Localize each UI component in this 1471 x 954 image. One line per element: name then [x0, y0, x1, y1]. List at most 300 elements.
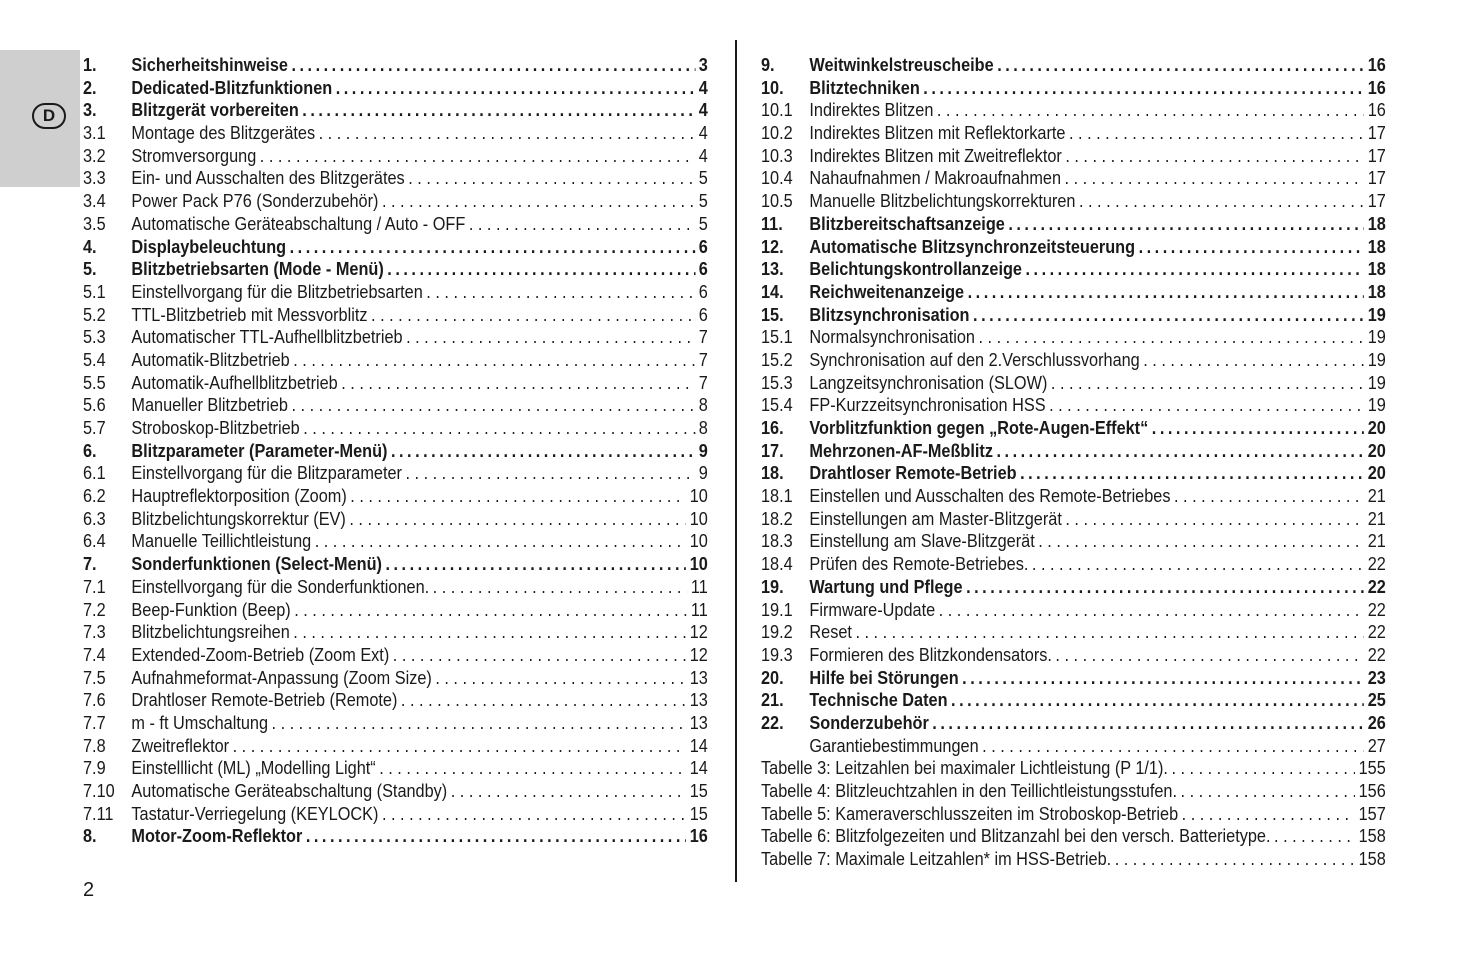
toc-entry	[761, 667, 1386, 690]
toc-entry	[761, 553, 1386, 576]
toc-entry-title: Hilfe bei Störungen	[809, 666, 959, 688]
toc-leader-dots	[1008, 213, 1364, 236]
toc-entry-title: Wartung und Pflege	[809, 575, 963, 597]
toc-entry-number: 10.4	[761, 167, 793, 189]
column-divider	[735, 40, 737, 882]
toc-entry	[83, 440, 708, 463]
toc-entry-page: 12	[689, 621, 708, 643]
toc-entry	[761, 440, 1386, 463]
toc-entry-page: 21	[1367, 507, 1386, 529]
toc-leader-dots	[291, 54, 695, 77]
toc-entry-title: Normalsynchronisation	[809, 326, 975, 348]
toc-leader-dots	[1274, 825, 1355, 848]
toc-entry-page: 13	[689, 711, 708, 733]
toc-leader-dots	[937, 99, 1364, 122]
toc-entry-page: 9	[698, 462, 708, 484]
toc-leader-dots	[1139, 236, 1365, 259]
toc-leader-dots	[469, 213, 695, 236]
toc-entry-title: Weitwinkelstreuscheibe	[809, 54, 994, 75]
toc-leader-dots	[1020, 462, 1364, 485]
toc-entry-title: Dedicated-Blitzfunktionen	[131, 76, 333, 98]
toc-entry-number: 10.5	[761, 190, 793, 212]
toc-leader-dots	[923, 77, 1364, 100]
toc-entry-number: 18.4	[761, 553, 793, 575]
toc-leader-dots	[1152, 417, 1364, 440]
toc-entry	[83, 54, 708, 77]
toc-entry-page: 22	[1367, 621, 1386, 643]
toc-leader-dots	[1174, 485, 1364, 508]
toc-entry-page: 5	[698, 212, 708, 234]
toc-leader-dots	[349, 508, 686, 531]
toc-entry	[761, 281, 1386, 304]
toc-entry-number: 10.1	[761, 99, 793, 121]
toc-leader-dots	[401, 689, 686, 712]
toc-entry	[761, 54, 1386, 77]
toc-entry-number: 22.	[761, 711, 784, 733]
toc-entry-page: 13	[689, 689, 708, 711]
toc-entry-number: 6.3	[83, 507, 106, 529]
toc-entry-page: 15	[689, 780, 708, 801]
toc-entry	[83, 553, 708, 576]
toc-entry	[83, 462, 708, 485]
toc-entry-number: 15.1	[761, 326, 793, 348]
toc-leader-dots	[387, 258, 695, 281]
toc-entry-title: Manueller Blitzbetrieb	[131, 394, 288, 416]
toc-entry-page: 4	[698, 122, 708, 144]
toc-entry-title: Blitzbelichtungsreihen	[131, 621, 290, 643]
toc-entry-title: Drahtloser Remote-Betrieb	[809, 462, 1017, 484]
toc-leader-dots	[293, 349, 695, 372]
toc-entry-page: 10	[689, 553, 708, 575]
toc-entry-page: 156	[1358, 780, 1386, 801]
toc-entry-number: 21.	[761, 689, 784, 711]
toc-entry-title: Beep-Funktion (Beep)	[131, 598, 291, 620]
toc-leader-dots	[371, 304, 695, 327]
toc-entry-page: 17	[1367, 167, 1386, 189]
toc-entry-title: Einstellvorgang für die Sonderfunktionen.	[131, 575, 430, 597]
toc-entry-page: 20	[1367, 417, 1386, 438]
toc-entry-title: Blitzsynchronisation	[809, 303, 970, 325]
toc-entry-title: Vorblitzfunktion gegen „Rote-Augen-Effekt“	[809, 417, 1149, 438]
toc-entry-page: 6	[698, 280, 708, 302]
toc-entry	[761, 99, 1386, 122]
toc-leader-dots	[336, 77, 696, 100]
toc-leader-dots	[951, 689, 1364, 712]
toc-entry-number: 3.	[83, 99, 97, 121]
toc-entry-page: 4	[698, 99, 708, 121]
toc-leader-dots	[968, 281, 1365, 304]
toc-entry-title: Manuelle Teillichtleistung	[131, 530, 312, 552]
toc-leader-dots	[1065, 145, 1364, 168]
toc-entry	[761, 77, 1386, 100]
toc-entry-page: 25	[1367, 689, 1386, 711]
toc-leader-dots	[973, 304, 1364, 327]
toc-entry-number: 7.8	[83, 734, 106, 756]
toc-entry-title: Blitzbelichtungskorrektur (EV)	[131, 507, 346, 529]
toc-leader-dots	[1032, 553, 1364, 576]
toc-entry-page: 19	[1367, 326, 1386, 348]
toc-entry-page: 6	[698, 258, 708, 280]
toc-entry-number: 13.	[761, 258, 784, 280]
toc-entry-number: 10.	[761, 76, 784, 98]
toc-entry-title: Automatische Geräteabschaltung (Standby)	[131, 780, 448, 801]
toc-entry	[83, 99, 708, 122]
toc-leader-dots	[382, 803, 686, 826]
toc-entry-page: 16	[689, 825, 708, 847]
toc-entry-number: 10.2	[761, 122, 793, 144]
toc-leader-dots	[294, 599, 687, 622]
toc-entry	[83, 508, 708, 531]
toc-leader-dots	[1055, 644, 1364, 667]
toc-entry-title: Blitzbereitschaftsanzeige	[809, 212, 1005, 234]
toc-leader-dots	[1051, 372, 1364, 395]
toc-entry-title: Automatik-Blitzbetrieb	[131, 348, 290, 370]
toc-entry-title: Einstelllicht (ML) „Modelling Light“	[131, 757, 376, 779]
toc-leader-dots	[1115, 848, 1355, 871]
toc-entry-number: 6.	[83, 439, 97, 461]
toc-entry-title: Einstellvorgang für die Blitzparameter	[131, 462, 402, 484]
toc-leader-dots	[979, 326, 1365, 349]
toc-entry	[761, 530, 1386, 553]
toc-entry-page: 18	[1367, 258, 1386, 280]
toc-entry-number: 5.4	[83, 348, 106, 370]
toc-entry-title: Garantiebestimmungen	[809, 734, 979, 756]
toc-entry-number: 2.	[83, 76, 97, 98]
toc-entry	[83, 599, 708, 622]
toc-entry-title: Zweitreflektor	[131, 734, 230, 756]
toc-entry-number: 7.2	[83, 598, 106, 620]
toc-entry-title: Extended-Zoom-Betrieb (Zoom Ext)	[131, 643, 390, 665]
toc-entry-page: 21	[1367, 530, 1386, 552]
toc-entry	[761, 372, 1386, 395]
toc-entry-number: 6.2	[83, 485, 106, 507]
toc-entry-number: 6.4	[83, 530, 106, 552]
toc-entry-page: 17	[1367, 122, 1386, 144]
toc-entry	[83, 644, 708, 667]
toc-leader-dots	[272, 712, 687, 735]
toc-entry-title: Sonderzubehör	[809, 711, 929, 733]
toc-leader-dots	[405, 462, 695, 485]
toc-entry-number: 16.	[761, 417, 784, 438]
toc-entry-page: 12	[689, 643, 708, 665]
toc-entry	[761, 508, 1386, 531]
toc-leader-dots	[1181, 780, 1356, 803]
toc-entry-number: 19.	[761, 575, 784, 597]
toc-entry-title: Langzeitsynchronisation (SLOW)	[809, 371, 1048, 393]
toc-entry-title: Einstellvorgang für die Blitzbetriebsarten	[131, 280, 423, 302]
toc-entry-title: Synchronisation auf den 2.Verschlussvorhang	[809, 348, 1140, 370]
toc-entry	[761, 803, 1386, 826]
toc-entry-page: 158	[1358, 825, 1386, 847]
toc-entry	[83, 372, 708, 395]
toc-entry-number: 7.10	[83, 780, 115, 801]
toc-entry-page: 22	[1367, 575, 1386, 597]
toc-entry	[83, 213, 708, 236]
toc-entry	[83, 326, 708, 349]
toc-leader-dots	[291, 394, 695, 417]
toc-entry-page: 19	[1367, 394, 1386, 416]
toc-entry	[761, 599, 1386, 622]
toc-entry-number: 18.3	[761, 530, 793, 552]
toc-leader-dots	[341, 372, 695, 395]
toc-entry-title: Einstellen und Ausschalten des Remote-Betriebes	[809, 485, 1171, 507]
toc-leader-dots	[393, 644, 686, 667]
toc-entry-title: Manuelle Blitzbelichtungskorrekturen	[809, 190, 1076, 212]
toc-entry	[761, 780, 1386, 803]
toc-leader-dots	[1069, 122, 1364, 145]
toc-entry-title: Automatik-Aufhellblitzbetrieb	[131, 371, 338, 393]
toc-entry-number: 3.5	[83, 212, 106, 234]
toc-entry-title: FP-Kurzzeitsynchronisation HSS	[809, 394, 1046, 416]
toc-entry-number: 18.	[761, 462, 784, 484]
toc-entry-title: Hauptreflektorposition (Zoom)	[131, 485, 347, 507]
toc-entry-title: Aufnahmeformat-Anpassung (Zoom Size)	[131, 666, 432, 688]
toc-leader-dots	[1025, 258, 1364, 281]
toc-entry	[83, 236, 708, 259]
toc-entry	[83, 77, 708, 100]
toc-entry	[83, 530, 708, 553]
toc-entry-page: 22	[1367, 643, 1386, 665]
toc-entry-page: 14	[689, 734, 708, 756]
toc-leader-dots	[293, 621, 686, 644]
toc-entry-page: 22	[1367, 553, 1386, 575]
toc-entry-number: 18.1	[761, 485, 793, 507]
toc-entry-page: 26	[1367, 711, 1386, 733]
toc-entry-number: 3.2	[83, 144, 106, 166]
toc-entry-page: 7	[698, 348, 708, 370]
toc-entry-page: 11	[690, 575, 708, 597]
toc-entry-title: Montage des Blitzgerätes	[131, 122, 316, 144]
toc-entry-number: 7.3	[83, 621, 106, 643]
toc-entry	[83, 780, 708, 803]
toc-entry-title: Motor-Zoom-Reflektor	[131, 825, 303, 847]
toc-entry-number: 5.2	[83, 303, 106, 325]
toc-leader-dots	[939, 599, 1364, 622]
toc-entry	[83, 122, 708, 145]
page-number: 2	[83, 879, 95, 901]
toc-leader-dots	[966, 576, 1364, 599]
toc-entry	[83, 304, 708, 327]
toc-entry-number: 4.	[83, 235, 97, 257]
toc-entry	[83, 621, 708, 644]
toc-entry-title: Indirektes Blitzen mit Zweitreflektor	[809, 144, 1062, 166]
toc-entry-title: Drahtloser Remote-Betrieb (Remote)	[131, 689, 398, 711]
toc-entry-page: 10	[689, 530, 708, 552]
toc-entry-page: 7	[698, 371, 708, 393]
toc-leader-dots	[315, 530, 686, 553]
toc-entry	[83, 190, 708, 213]
toc-entry-page: 8	[698, 417, 708, 438]
toc-entry-title: Power Pack P76 (Sonderzubehör)	[131, 190, 379, 212]
toc-entry-number: 10.3	[761, 144, 793, 166]
toc-entry	[761, 757, 1386, 780]
toc-entry-title: Sicherheitshinweise	[131, 54, 288, 75]
toc-leader-dots	[391, 440, 695, 463]
toc-entry	[83, 689, 708, 712]
toc-entry	[761, 712, 1386, 735]
toc-entry	[83, 667, 708, 690]
toc-entry-page: 23	[1367, 666, 1386, 688]
toc-entry	[761, 326, 1386, 349]
toc-entry-number: 14.	[761, 280, 784, 302]
toc-entry	[83, 417, 708, 440]
toc-entry-number: 15.4	[761, 394, 793, 416]
toc-entry	[83, 145, 708, 168]
toc-entry	[761, 394, 1386, 417]
toc-entry-page: 155	[1358, 757, 1386, 779]
toc-entry-page: 16	[1367, 99, 1386, 121]
toc-entry	[761, 825, 1386, 848]
toc-entry-title: Automatischer TTL-Aufhellblitzbetrieb	[131, 326, 403, 348]
toc-entry-title: Indirektes Blitzen	[809, 99, 934, 121]
toc-leader-dots	[233, 735, 687, 758]
toc-leader-dots	[1065, 508, 1364, 531]
toc-entry-number: 3.1	[83, 122, 106, 144]
toc-leader-dots	[1038, 530, 1364, 553]
toc-entry-number: 6.1	[83, 462, 106, 484]
toc-entry-page: 18	[1367, 235, 1386, 257]
toc-entry-number: 19.2	[761, 621, 793, 643]
toc-entry	[761, 145, 1386, 168]
toc-entry	[761, 349, 1386, 372]
toc-leader-dots	[1182, 803, 1355, 826]
toc-entry-title: Tabelle 3: Leitzahlen bei maximaler Lichtleistung (P 1/1).	[761, 757, 1168, 779]
toc-leader-dots	[350, 485, 686, 508]
toc-entry-number: 7.5	[83, 666, 106, 688]
toc-entry	[761, 644, 1386, 667]
toc-entry	[83, 485, 708, 508]
toc-entry-number: 15.2	[761, 348, 793, 370]
toc-entry-page: 11	[690, 598, 708, 620]
toc-entry-number: 1.	[83, 54, 97, 75]
toc-entry-page: 19	[1367, 348, 1386, 370]
toc-entry-number: 7.4	[83, 643, 106, 665]
toc-entry-title: Prüfen des Remote-Betriebes.	[809, 553, 1029, 575]
toc-entry-page: 4	[698, 144, 708, 166]
toc-entry-page: 10	[689, 507, 708, 529]
toc-entry	[761, 735, 1386, 758]
toc-entry-page: 6	[698, 303, 708, 325]
toc-entry	[83, 825, 708, 848]
toc-leader-dots	[932, 712, 1364, 735]
toc-entry	[761, 122, 1386, 145]
toc-entry	[83, 394, 708, 417]
toc-leader-dots	[997, 440, 1365, 463]
toc-entry	[761, 304, 1386, 327]
toc-entry	[761, 167, 1386, 190]
toc-entry-title: Technische Daten	[809, 689, 948, 711]
toc-entry-number: 19.3	[761, 643, 793, 665]
toc-entry-number: 19.1	[761, 598, 793, 620]
toc-entry-title: Reichweitenanzeige	[809, 280, 965, 302]
toc-entry-title: Nahaufnahmen / Makroaufnahmen	[809, 167, 1061, 189]
toc-entry-number: 18.2	[761, 507, 793, 529]
toc-leader-dots	[1049, 394, 1364, 417]
toc-entry-number: 7.7	[83, 711, 106, 733]
toc-leader-dots	[306, 825, 686, 848]
toc-entry-page: 27	[1367, 734, 1386, 756]
toc-entry-number: 3.3	[83, 167, 106, 189]
toc-entry-number: 5.7	[83, 417, 106, 438]
toc-entry-title: Ein- und Ausschalten des Blitzgerätes	[131, 167, 405, 189]
toc-entry-page: 17	[1367, 190, 1386, 212]
toc-entry	[83, 803, 708, 826]
toc-entry	[761, 213, 1386, 236]
toc-entry	[761, 258, 1386, 281]
toc-entry-title: Formieren des Blitzkondensators.	[809, 643, 1052, 665]
toc-entry-page: 19	[1367, 303, 1386, 325]
toc-entry	[83, 757, 708, 780]
toc-leader-dots	[433, 576, 688, 599]
toc-leader-dots	[962, 667, 1364, 690]
toc-leader-dots	[319, 122, 696, 145]
toc-entry-title: Blitzgerät vorbereiten	[131, 99, 299, 121]
toc-entry-title: Reset	[809, 621, 852, 643]
toc-entry	[761, 621, 1386, 644]
toc-entry-page: 10	[689, 485, 708, 507]
toc-entry-title: Tabelle 4: Blitzleuchtzahlen in den Teillichtleistungsstufen.	[761, 780, 1178, 801]
toc-entry-page: 21	[1367, 485, 1386, 507]
toc-entry-title: Blitztechniken	[809, 76, 920, 98]
toc-leader-dots	[260, 145, 695, 168]
toc-entry-title: Tabelle 7: Maximale Leitzahlen* im HSS-Betrieb.	[761, 848, 1112, 870]
toc-entry-page: 18	[1367, 212, 1386, 234]
toc-entry-page: 157	[1358, 802, 1386, 824]
toc-entry-page: 20	[1367, 439, 1386, 461]
toc-leader-dots	[379, 757, 686, 780]
toc-entry	[761, 689, 1386, 712]
toc-entry-title: m - ft Umschaltung	[131, 711, 269, 733]
toc-entry	[83, 167, 708, 190]
toc-right-column	[761, 54, 1386, 871]
toc-entry-title: Automatische Geräteabschaltung / Auto - OFF	[131, 212, 466, 234]
toc-entry-title: Mehrzonen-AF-Meßblitz	[809, 439, 993, 461]
toc-entry-number: 5.	[83, 258, 97, 280]
toc-entry-page: 7	[698, 326, 708, 348]
toc-entry-number: 5.6	[83, 394, 106, 416]
toc-entry-title: TTL-Blitzbetrieb mit Messvorblitz	[131, 303, 368, 325]
toc-entry-page: 8	[698, 394, 708, 416]
toc-entry-title: Tastatur-Verriegelung (KEYLOCK)	[131, 802, 379, 824]
toc-entry-number: 17.	[761, 439, 784, 461]
toc-entry-title: Blitzbetriebsarten (Mode - Menü)	[131, 258, 384, 280]
toc-leader-dots	[290, 236, 696, 259]
toc-entry	[761, 576, 1386, 599]
toc-leader-dots	[426, 281, 695, 304]
toc-entry-page: 16	[1367, 76, 1386, 98]
toc-entry-title: Tabelle 5: Kameraverschlusszeiten im Stroboskop-Betrieb	[761, 802, 1179, 824]
toc-entry	[761, 236, 1386, 259]
toc-leader-dots	[855, 621, 1364, 644]
toc-entry	[83, 281, 708, 304]
toc-leader-dots	[382, 190, 695, 213]
toc-entry-number: 15.	[761, 303, 784, 325]
toc-leader-dots	[997, 54, 1364, 77]
toc-entry-number: 5.1	[83, 280, 106, 302]
toc-entry-page: 17	[1367, 144, 1386, 166]
toc-entry-page: 22	[1367, 598, 1386, 620]
toc-entry-title: Blitzparameter (Parameter-Menü)	[131, 439, 388, 461]
toc-entry	[83, 576, 708, 599]
toc-entry-number: 7.6	[83, 689, 106, 711]
toc-leader-dots	[451, 780, 686, 803]
toc-entry-page: 6	[698, 235, 708, 257]
toc-entry-number: 7.1	[83, 575, 106, 597]
toc-leader-dots	[408, 167, 695, 190]
toc-entry-title: Automatische Blitzsynchronzeitsteuerung	[809, 235, 1136, 257]
toc-leader-dots	[303, 417, 695, 440]
toc-entry-page: 5	[698, 167, 708, 189]
